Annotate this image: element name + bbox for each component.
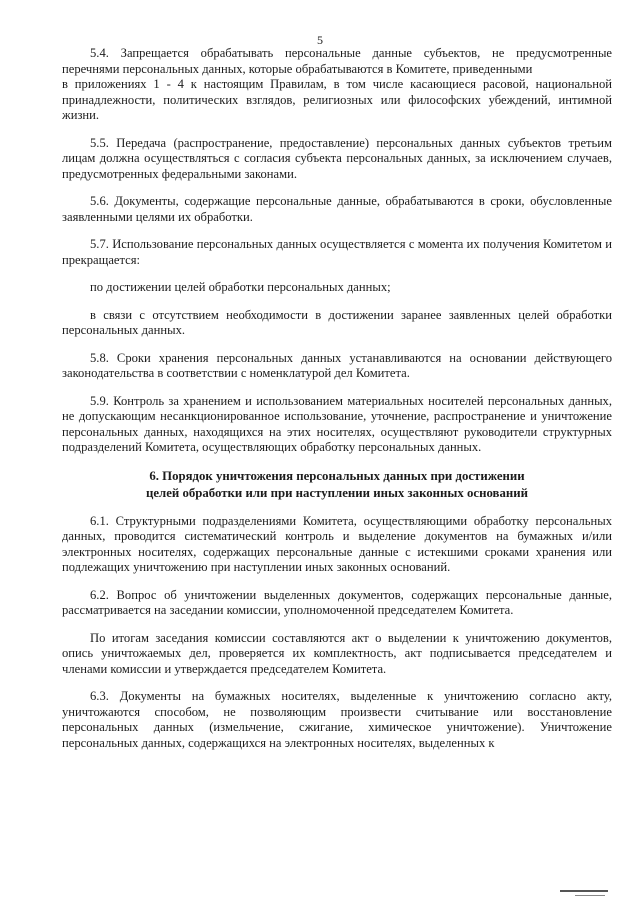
paragraph-6-2-continued: По итогам заседания комиссии составляются акт о выделении к уничтожению документов, опись уничтожаемых дел, проверяется их комплектность, акт подписывается председателем и членами комиссии и утверждается председателем Комитета. bbox=[62, 630, 612, 676]
footer-line-mark-secondary bbox=[575, 895, 605, 896]
paragraph-5-4-part2: в приложениях 1 - 4 к настоящим Правилам, в том числе касающиеся расовой, национальной принадлежности, политических взглядов, религиозных или философских убеждений, интимной жизни. bbox=[62, 77, 612, 122]
page-number: 5 bbox=[317, 33, 323, 47]
paragraph-5-6: 5.6. Документы, содержащие персональные данные, обрабатываются в сроки, обусловленные заявленными целями их обработки. bbox=[62, 194, 612, 224]
paragraph-5-9: 5.9. Контроль за хранением и использованием материальных носителей персональных данных, не допускающим несанкционированное использование, уточнение, распространение и уничтожение персональных данных, находящихся на этих носителях, осуществляют руководители структурных подразделений Комитета, осуществляющих обработку персональных данных. bbox=[62, 393, 612, 454]
paragraph-5-7-item-2: в связи с отсутствием необходимости в достижении заранее заявленных целей обработки персональных данных. bbox=[62, 307, 612, 337]
section-6-heading bbox=[62, 468, 612, 502]
paragraph-5-7: 5.7. Использование персональных данных осуществляется с момента их получения Комитетом и прекращается: bbox=[62, 237, 612, 267]
paragraph-5-5: 5.5. Передача (распространение, предоставление) персональных данных субъектов третьим лицам должна осуществляться с согласия субъекта персональных данных, за исключением случаев, предусмотренных федеральными законами. bbox=[62, 135, 612, 181]
paragraph-6-1: 6.1. Структурными подразделениями Комитета, осуществляющими обработку персональных данных, проводится систематический контроль и выделение документов на бумажных и/или электронных носителях, содержащих персональные данные с истекшими сроками хранения или подлежащих уничтожению при наступлении иных законных оснований. bbox=[62, 513, 612, 574]
paragraph-5-4-part1: 5.4. Запрещается обрабатывать персональные данные субъектов, не предусмотренные перечнями персональных данных, которые обрабатываются в Комитете, приведенными bbox=[62, 46, 612, 76]
paragraph-6-3: 6.3. Документы на бумажных носителях, выделенные к уничтожению согласно акту, уничтожаются способом, не позволяющим произвести считывание или восстановление персональных данных (измельчение, сжигание, химическое уничтожение). Уничтожение персональных данных, содержащихся на электронных носителях, выделенных к bbox=[62, 689, 612, 750]
document-body bbox=[62, 46, 612, 763]
paragraph-5-8: 5.8. Сроки хранения персональных данных устанавливаются на основании действующего законодательства в соответствии с номенклатурой дел Комитета. bbox=[62, 350, 612, 380]
paragraph-5-7-item-1: по достижении целей обработки персональных данных; bbox=[90, 280, 391, 294]
paragraph-6-2: 6.2. Вопрос об уничтожении выделенных документов, содержащих персональные данные, рассматривается на заседании комиссии, уполномоченной председателем Комитета. bbox=[62, 587, 612, 617]
section-6-heading-line-1: 6. Порядок уничтожения персональных данных при достижении bbox=[149, 468, 525, 483]
section-6-heading-line-2: целей обработки или при наступлении иных законных оснований bbox=[146, 485, 528, 500]
footer-line-mark bbox=[560, 890, 608, 892]
